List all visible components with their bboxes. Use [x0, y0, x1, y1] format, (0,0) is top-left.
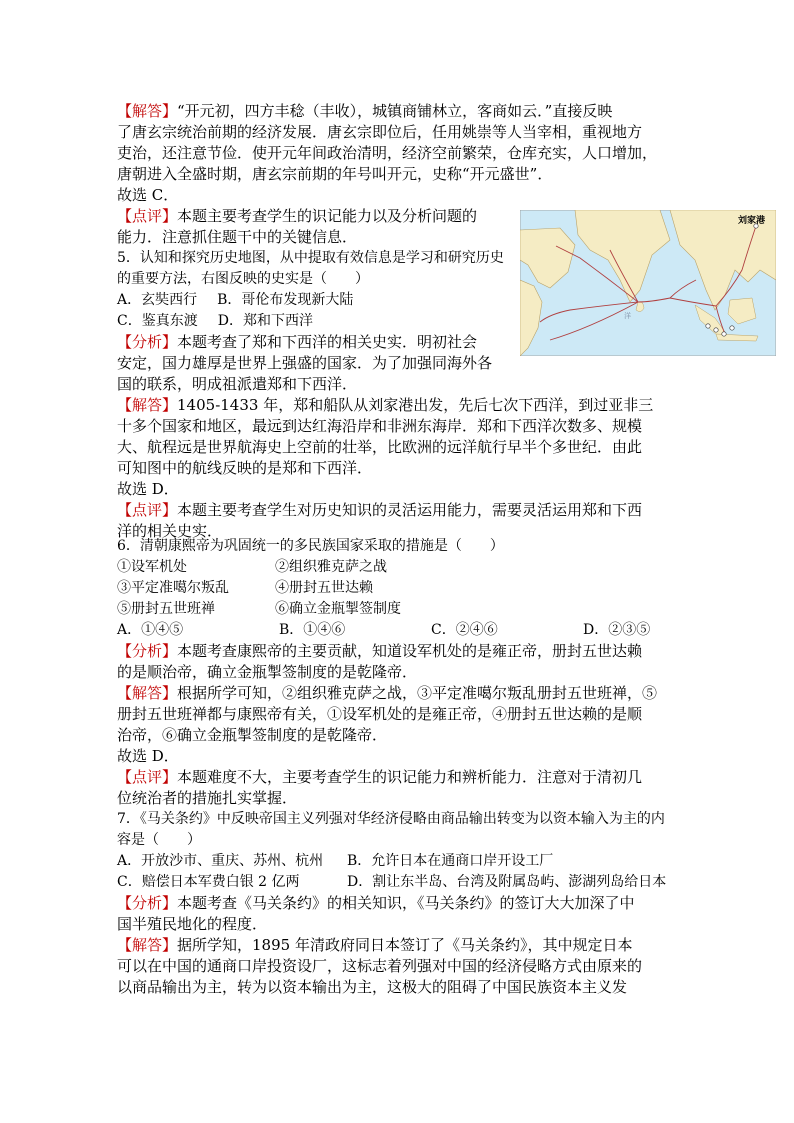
analysis-line: 【分析】本题考查了郑和下西洋的相关史实．明初社会 [117, 333, 478, 351]
comment-line: 位统治者的措施扎实掌握． [117, 789, 298, 807]
option-a: A．开放沙市、重庆、苏州、杭州 [117, 853, 324, 869]
analysis-line: 【分析】本题考查《马关条约》的相关知识，《马关条约》的签订大大加深了中 [117, 894, 635, 912]
analysis-tag: 【分析】 [117, 333, 178, 351]
answer-line: 【解答】据所学知，1895 年清政府同日本签订了《马关条约》，其中规定日本 [117, 936, 633, 954]
answer-tag: 【解答】 [117, 396, 178, 414]
option-line [117, 311, 313, 332]
answer-line: 【解答】1405-1433 年，郑和船队从刘家港出发，先后七次下西洋，到过亚非三 [117, 396, 654, 414]
option-b: B．①④⑥ [279, 622, 346, 638]
analysis-line: 安定，国力雄厚是世界上强盛的国家．为了加强同海外各 [117, 354, 493, 372]
question-stem: 容是（ ） [117, 832, 201, 848]
item-3: ③平定准噶尔叛乱 [117, 580, 229, 596]
comment-line: 能力．注意抓住题干中的关键信息． [117, 228, 358, 246]
analysis-line: 【分析】本题考查康熙帝的主要贡献，知道设军机处的是雍正帝，册封五世达赖 [117, 642, 643, 660]
option-b: B．哥伦布发现新大陆 [217, 292, 354, 308]
question-stem: 7．《马关条约》中反映帝国主义列强对华经济侵略由商品输出转变为以资本输入为主的内 [117, 811, 665, 827]
port-marker [722, 332, 726, 336]
item-2: ②组织雅克萨之战 [275, 559, 387, 575]
analysis-line: 的是顺治帝，确立金瓶掣签制度的是乾隆帝． [117, 663, 418, 681]
answer-line: 以商品输出为主，转为以资本输出为主，这极大的阻碍了中国民族资本主义发 [117, 978, 628, 996]
question-stem: 6．清朝康熙帝为巩固统一的多民族国家采取的措施是（ ） [117, 538, 504, 554]
port-label: 刘家港 [738, 216, 766, 226]
option-line [117, 872, 666, 893]
answer-line: 可知图中的航线反映的是郑和下西洋． [117, 459, 373, 477]
comment-line: 洋的相关史实． [117, 522, 223, 540]
option-c: C．赔偿日本军费白银 2 亿两 [117, 874, 300, 890]
answer-line: 大、航程远是世界航海史上空前的壮举，比欧洲的远洋航行早半个多世纪．由此 [117, 438, 643, 456]
answer-line: 【解答】根据所学可知，②组织雅克萨之战，③平定准噶尔叛乱册封五世班禅，⑤ [117, 684, 658, 702]
answer-line: 【解答】“开元初，四方丰稔（丰收），城镇商铺林立，客商如云．”直接反映 [117, 102, 613, 120]
item-6: ⑥确立金瓶掣签制度 [275, 601, 401, 617]
port-marker [730, 326, 734, 330]
answer-tag: 【解答】 [117, 102, 178, 120]
question-stem: 5．认知和探究历史地图，从中提取有效信息是学习和研究历史 [117, 250, 504, 266]
option-c: C．鉴真东渡 [117, 313, 198, 329]
option-b: B．允许日本在通商口岸开设工厂 [347, 853, 554, 869]
comment-tag: 【点评】 [117, 207, 178, 225]
item-5: ⑤册封五世班禅 [117, 601, 215, 617]
answer-line: 唐朝进入全盛时期，唐玄宗前期的年号叫开元，史称“开元盛世”． [117, 165, 553, 183]
comment-line: 【点评】本题难度不大，主要考查学生的识记能力和辨析能力．注意对于清初几 [117, 768, 643, 786]
analysis-tag: 【分析】 [117, 642, 178, 660]
port-marker [706, 324, 710, 328]
choice-line: 故选 D． [117, 480, 179, 498]
choice-line: 故选 C． [117, 186, 179, 204]
answer-line: 吏治，还注意节俭．使开元年间政治清明，经济空前繁荣，仓库充实，人口增加， [117, 144, 658, 162]
comment-tag: 【点评】 [117, 501, 178, 519]
option-d: D．郑和下西洋 [217, 313, 313, 329]
answer-line: 可以在中国的通商口岸投资设厂，这标志着列强对中国的经济侵略方式由原来的 [117, 957, 643, 975]
answer-line: 治帝，⑥确立金瓶掣签制度的是乾隆帝． [117, 726, 388, 744]
analysis-tag: 【分析】 [117, 894, 178, 912]
answer-line: 了唐玄宗统治前期的经济发展．唐玄宗即位后，任用姚崇等人当宰相，重视地方 [117, 123, 643, 141]
answer-line: 十多个国家和地区，最远到达红海沿岸和非洲东海岸．郑和下西洋次数多、规模 [117, 417, 643, 435]
choice-line: 故选 D． [117, 747, 179, 765]
option-d: D．割让东半岛、台湾及附属岛屿、澎湖列岛给日本 [347, 874, 667, 890]
comment-line: 【点评】本题主要考查学生的识记能力以及分析问题的 [117, 207, 478, 225]
option-line [117, 620, 650, 641]
option-d: D．②③⑤ [583, 622, 651, 638]
question-stem: 的重要方法，右图反映的史实是（ ） [117, 271, 369, 287]
sea-label: 洋 [624, 312, 631, 320]
port-marker [714, 328, 718, 332]
item-line [117, 578, 373, 599]
analysis-line: 国半殖民地化的程度． [117, 915, 268, 933]
zheng-he-voyage-map [520, 210, 776, 356]
item-line [117, 599, 401, 620]
comment-line: 【点评】本题主要考查学生对历史知识的灵活运用能力，需要灵活运用郑和下西 [117, 501, 643, 519]
option-line [117, 851, 553, 872]
item-1: ①设军机处 [117, 559, 187, 575]
item-4: ④册封五世达赖 [275, 580, 373, 596]
option-a: A．玄奘西行 [117, 292, 198, 308]
option-line [117, 290, 353, 311]
comment-tag: 【点评】 [117, 768, 178, 786]
item-line [117, 557, 387, 578]
answer-tag: 【解答】 [117, 684, 178, 702]
analysis-line: 国的联系，明成祖派遣郑和下西洋． [117, 375, 358, 393]
option-a: A．①④⑤ [117, 622, 184, 638]
option-c: C．②④⑥ [431, 622, 498, 638]
answer-line: 册封五世班禅都与康熙帝有关，①设军机处的是雍正帝，④册封五世达赖的是顺 [117, 705, 643, 723]
answer-tag: 【解答】 [117, 936, 178, 954]
